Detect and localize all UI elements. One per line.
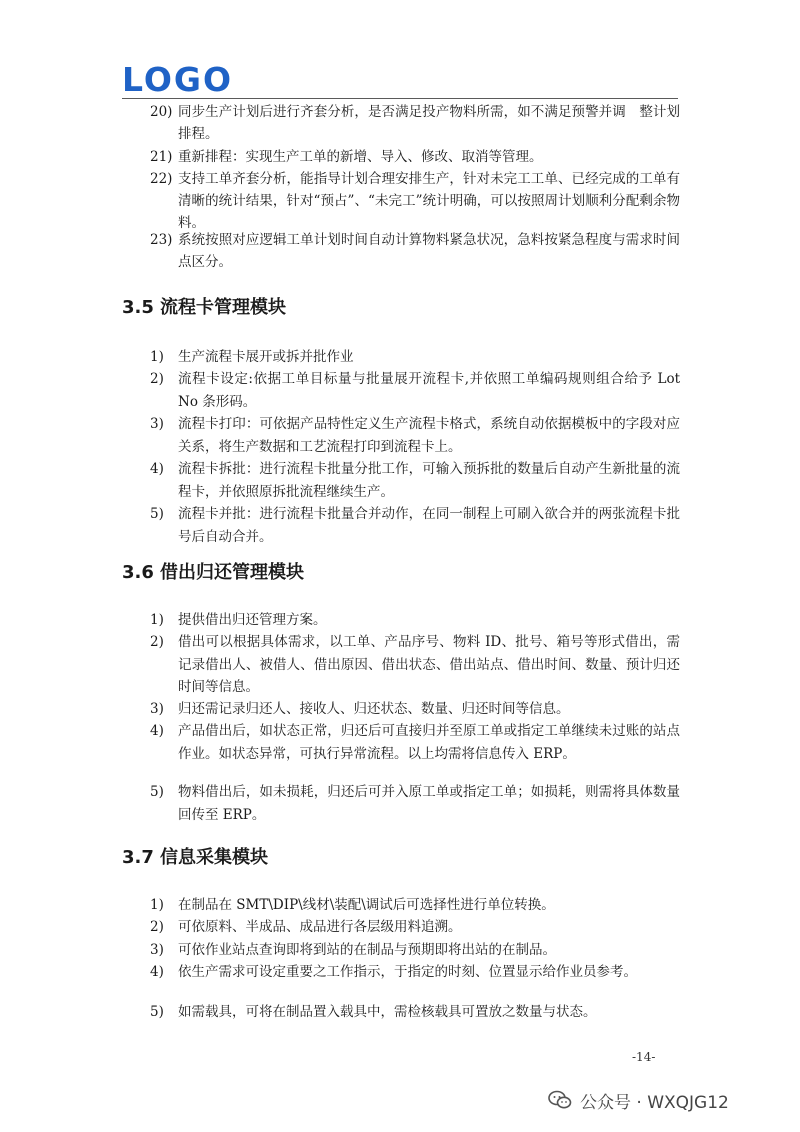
list-item-text: 流程卡设定:依据工单目标量与批量展开流程卡,并依照工单编码规则组合给予 Lot No 条形码。 [178,371,680,410]
wechat-icon [548,1090,572,1110]
section-title: 流程卡管理模块 [160,297,286,318]
list-item-text: 系统按照对应逻辑工单计划时间自动计算物料紧急状况，急料按紧急程度与需求时间点区分。 [178,232,680,270]
header-divider [122,98,678,99]
list-item-number: 1) [150,612,164,628]
list-item-text: 生产流程卡展开或拆并批作业 [178,349,354,365]
list-item-number: 1) [150,897,164,913]
list-item-number: 3) [150,701,164,717]
list-item-number: 4) [150,461,164,477]
section-number: 3.7 [122,847,154,868]
section-heading [122,846,268,870]
list-item-number: 2) [150,634,164,650]
list-item-text: 如需载具，可将在制品置入载具中，需检核载具可置放之数量与状态。 [178,1004,597,1020]
list-item-text: 依生产需求可设定重要之工作指示，于指定的时刻、位置显示给作业员参考。 [178,964,637,980]
section-number: 3.5 [122,297,154,318]
section-heading [122,561,304,585]
list-item-number: 1) [150,349,164,365]
section-number: 3.6 [122,562,154,583]
list-item-number: 21) [150,149,173,165]
list-item-number: 5) [150,1004,164,1020]
list-item-text: 支持工单齐套分析，能指导计划合理安排生产，针对未完工工单、已经完成的工单有清晰的统计结果，针对“预占”、“未完工”统计明确，可以按照周计划顺利分配剩余物料。 [178,171,680,231]
list-item-text: 重新排程：实现生产工单的新增、导入、修改、取消等管理。 [178,149,543,165]
list-item-number: 5) [150,506,164,522]
list-item-text: 可依原料、半成品、成品进行各层级用料追溯。 [178,919,462,935]
list-item-text: 提供借出归还管理方案。 [178,612,327,628]
list-item-text: 流程卡并批：进行流程卡批量合并动作，在同一制程上可刷入欲合并的两张流程卡批号后自动合并。 [178,506,680,545]
list-item-number: 4) [150,964,164,980]
list-item-text: 归还需记录归还人、接收人、归还状态、数量、归还时间等信息。 [178,701,570,717]
list-item-number: 2) [150,919,164,935]
list-item-number: 23) [150,232,173,248]
list-item-text: 可依作业站点查询即将到站的在制品与预期即将出站的在制品。 [178,942,556,958]
list-item-text: 物料借出后，如未损耗，归还后可并入原工单或指定工单；如损耗，则需将具体数量回传至 ERP。 [178,784,680,823]
section-heading [122,296,286,320]
section-title: 借出归还管理模块 [160,562,304,583]
list-item-text: 在制品在 SMT\DIP\线材\装配\调试后可选择性进行单位转换。 [178,897,555,913]
list-item-text: 同步生产计划后进行齐套分析，是否满足投产物料所需，如不满足预警并调 整计划排程。 [178,104,680,142]
list-item-number: 20) [150,104,173,120]
list-item-text: 借出可以根据具体需求，以工单、产品序号、物料 ID、批号、箱号等形式借出，需记录借出人、被借人、借出原因、借出状态、借出站点、借出时间、数量、预计归还时间等信息。 [178,634,680,695]
list-item-number: 22) [150,171,173,187]
watermark-text: 公众号 · WXQJG12 [580,1092,729,1113]
list-item-number: 3) [150,416,164,432]
list-item-text: 产品借出后，如状态正常，归还后可直接归并至原工单或指定工单继续未过账的站点作业。如状态异常，可执行异常流程。以上均需将信息传入 ERP。 [178,723,680,762]
logo: LOGO [122,60,234,99]
list-item-number: 2) [150,371,164,387]
list-item-text: 流程卡打印：可依据产品特性定义生产流程卡格式，系统自动依据模板中的字段对应关系，将生产数据和工艺流程打印到流程卡上。 [178,416,680,455]
list-item-number: 5) [150,784,164,800]
watermark [548,1087,729,1113]
section-title: 信息采集模块 [160,847,268,868]
list-item-number: 3) [150,942,164,958]
list-item-number: 4) [150,723,164,739]
page-number: -14- [632,1050,656,1064]
list-item-text: 流程卡拆批：进行流程卡批量分批工作，可输入预拆批的数量后自动产生新批量的流程卡，并依照原拆批流程继续生产。 [178,461,680,500]
